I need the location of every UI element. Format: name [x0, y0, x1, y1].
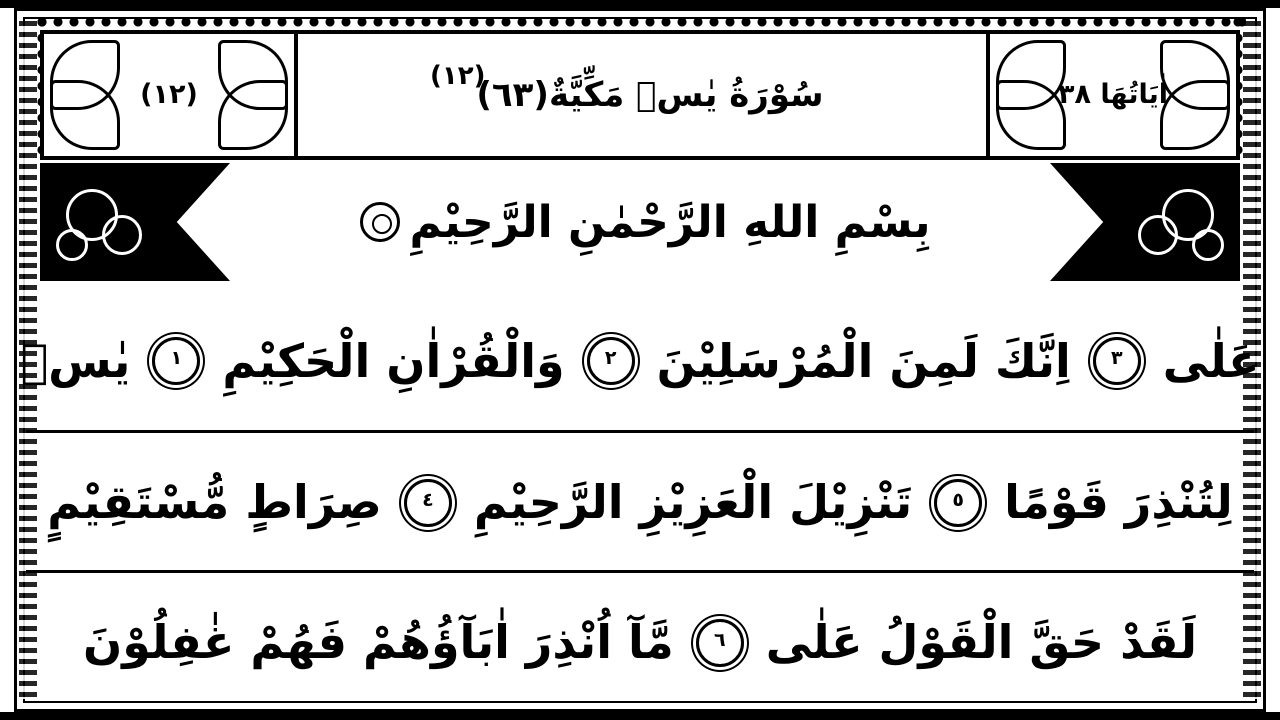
ayah-line	[26, 570, 1254, 710]
ayah-text: يٰسۤ	[20, 333, 131, 388]
surah-number-label: (٣٦)	[476, 74, 549, 115]
surah-name-label: سُوْرَةُ يٰسۤ مَكِّيَّةٌ	[548, 74, 824, 115]
ruku-number-marker: (٢١)	[430, 61, 486, 91]
ayah-text: لَقَدْ حَقَّ الْقَوْلُ عَلٰى	[765, 615, 1198, 670]
ayah-text: مَّآ اُنْذِرَ اٰبَآؤُهُمْ فَهُمْ غٰفِلُوْنَ	[82, 615, 674, 670]
ayah-text: صِرَاطٍ مُّسْتَقِيْمٍ	[47, 475, 382, 530]
header-cell-ruku-count	[44, 34, 294, 156]
basmala-rosette-icon	[360, 202, 400, 242]
ayah-number-marker: ٤	[404, 479, 452, 527]
ayat-count-label: اٰيَاتُهَا ٨٣	[1058, 79, 1168, 111]
ayah-line	[26, 430, 1254, 570]
ayah-line-content	[47, 471, 1233, 531]
ayah-line-content	[83, 611, 1197, 671]
ayah-text: وَالْقُرْاٰنِ الْحَكِيْمِ	[222, 333, 565, 388]
ayah-text: لِتُنْذِرَ قَوْمًا	[1004, 475, 1233, 530]
ayah-number-marker: ١	[152, 337, 200, 385]
letterbox-bottom	[0, 712, 1280, 720]
ayah-number-marker: ٦	[696, 619, 744, 667]
ayah-number-marker: ٣	[1093, 337, 1141, 385]
header-cell-ayat-count	[986, 34, 1236, 156]
ayah-text: اِنَّكَ لَمِنَ الْمُرْسَلِيْنَ	[656, 333, 1071, 388]
ayah-text: عَلٰى	[1162, 333, 1260, 388]
beaded-border-top	[34, 14, 1246, 30]
header-cell-surah-title	[294, 34, 986, 156]
ayah-line-content	[20, 330, 1259, 390]
surah-header-band	[40, 30, 1240, 160]
basmala-ornament-left-icon	[40, 163, 230, 281]
basmala-band	[40, 163, 1240, 281]
ayah-line	[20, 290, 1260, 430]
basmala-text: بِسْمِ اللهِ الرَّحْمٰنِ الرَّحِيْمِ	[409, 196, 931, 248]
basmala-ornament-right-icon	[1050, 163, 1240, 281]
ayah-number-marker: ٢	[587, 337, 635, 385]
ayah-number-marker: ٥	[934, 479, 982, 527]
ayah-text: تَنْزِيْلَ الْعَزِيْزِ الرَّحِيْمِ	[473, 475, 913, 530]
letterbox-top	[0, 0, 1280, 8]
ruku-count-label: (٢١)	[140, 79, 198, 111]
